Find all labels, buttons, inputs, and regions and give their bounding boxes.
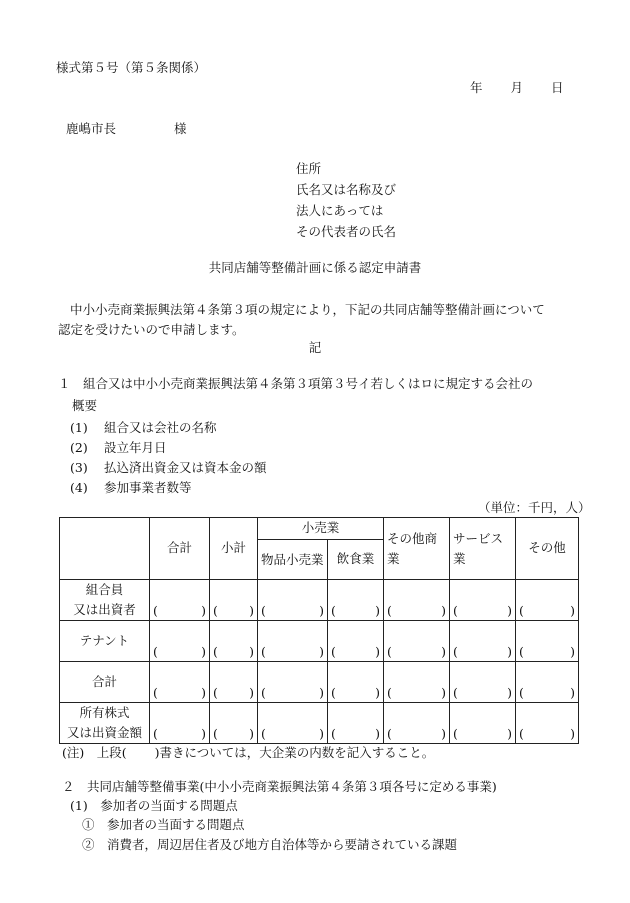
table-cell[interactable] — [210, 621, 258, 662]
table-cell[interactable] — [450, 662, 516, 703]
table-cell[interactable] — [384, 621, 450, 662]
paren-pair — [387, 725, 447, 741]
paren-open: ( — [519, 684, 524, 700]
paren-pair — [331, 643, 381, 659]
table-unit: （単位：千円，人） — [478, 500, 591, 515]
header-corner — [60, 518, 150, 580]
paren-open: ( — [261, 725, 266, 741]
date-line — [470, 82, 564, 95]
paren-close: ) — [201, 643, 206, 659]
paren-close: ) — [375, 602, 381, 618]
header-goods-retail: 物品小売業 — [258, 540, 328, 580]
table-cell[interactable] — [328, 703, 384, 744]
paren-pair — [387, 684, 447, 700]
paren-close: ) — [507, 684, 513, 700]
paren-open: ( — [331, 643, 336, 659]
table-cell[interactable] — [258, 621, 328, 662]
paren-close: ) — [319, 602, 324, 618]
paren-pair — [331, 725, 381, 741]
paren-close: ) — [249, 643, 254, 659]
applicant-corp-label: 法人にあっては — [296, 203, 384, 218]
document-title: 共同店舗等整備計画に係る認定申請書 — [208, 260, 422, 275]
table-cell[interactable] — [516, 621, 579, 662]
paren-close: ) — [375, 684, 381, 700]
paren-pair — [213, 684, 254, 700]
paren-close: ) — [249, 725, 254, 741]
paren-pair — [261, 725, 324, 741]
paren-open: ( — [453, 684, 458, 700]
paren-close: ) — [375, 643, 381, 659]
table-cell[interactable] — [210, 662, 258, 703]
paren-open: ( — [261, 602, 266, 618]
paren-open: ( — [519, 602, 524, 618]
paren-open: ( — [387, 602, 392, 618]
paren-open: ( — [453, 643, 458, 659]
paren-close: ) — [570, 725, 576, 741]
date-year: 年 — [470, 80, 483, 95]
table-row — [60, 662, 579, 703]
paren-pair — [213, 725, 254, 741]
paren-open: ( — [331, 602, 336, 618]
paren-open: ( — [213, 643, 218, 659]
header-food: 飲食業 — [328, 540, 384, 580]
paren-open: ( — [387, 643, 392, 659]
paren-close: ) — [319, 725, 324, 741]
row-label-line1: 合計 — [91, 674, 117, 689]
header-other: その他 — [516, 518, 579, 580]
paren-open: ( — [153, 643, 158, 659]
applicant-rep-label: その代表者の氏名 — [296, 224, 397, 239]
header-other-commerce: その他商業 — [384, 518, 450, 580]
paren-pair — [153, 684, 206, 700]
paren-pair — [453, 725, 513, 741]
row-label — [60, 580, 150, 621]
paren-open: ( — [213, 602, 218, 618]
table-cell[interactable] — [384, 662, 450, 703]
section1-item: (3) 払込済出資金又は資本金の額 — [70, 460, 267, 475]
paren-close: ) — [249, 602, 254, 618]
paren-pair — [331, 684, 381, 700]
paren-pair — [519, 643, 576, 659]
addressee-honorific: 様 — [174, 121, 187, 136]
paren-close: ) — [507, 643, 513, 659]
table-cell[interactable] — [150, 580, 210, 621]
section1-heading: １ 組合又は中小小売商業振興法第４条第３項第３号イ若しくはロに規定する会社の — [58, 376, 534, 391]
paren-open: ( — [213, 684, 218, 700]
paren-pair — [453, 684, 513, 700]
applicant-name-label: 氏名又は名称及び — [296, 182, 397, 197]
paren-close: ) — [375, 725, 381, 741]
table-cell[interactable] — [328, 662, 384, 703]
paren-open: ( — [519, 725, 524, 741]
date-month: 月 — [510, 80, 524, 95]
paren-pair — [261, 643, 324, 659]
paren-pair — [153, 725, 206, 741]
paren-close: ) — [441, 725, 447, 741]
paren-close: ) — [570, 643, 576, 659]
paren-pair — [153, 643, 206, 659]
date-day: 日 — [551, 80, 564, 95]
row-label — [60, 662, 150, 703]
paren-close: ) — [201, 725, 206, 741]
table-cell[interactable] — [210, 580, 258, 621]
section1-item: (4) 参加事業者数等 — [70, 480, 192, 495]
table-cell[interactable] — [150, 621, 210, 662]
paren-open: ( — [453, 602, 458, 618]
header-subtotal: 小計 — [210, 518, 258, 580]
paren-pair — [519, 602, 576, 618]
paren-pair — [519, 684, 576, 700]
intro-line-2: 認定を受けたいので申請します。 — [58, 322, 245, 337]
table-cell[interactable] — [450, 621, 516, 662]
paren-open: ( — [261, 643, 266, 659]
ki-mark: 記 — [308, 340, 322, 355]
paren-open: ( — [387, 725, 392, 741]
header-service: サービス業 — [450, 518, 516, 580]
paren-pair — [519, 725, 576, 741]
row-label-line1: テナント — [79, 633, 130, 648]
paren-close: ) — [319, 643, 324, 659]
table-cell[interactable] — [258, 703, 328, 744]
paren-open: ( — [387, 684, 392, 700]
paren-pair — [261, 602, 324, 618]
paren-close: ) — [507, 725, 513, 741]
table-note: (注) 上段( )書きについては，大企業の内数を記入すること。 — [62, 745, 435, 760]
row-label-line2: 又は出資者 — [73, 602, 136, 617]
paren-close: ) — [570, 684, 576, 700]
row-label — [60, 703, 150, 744]
table-cell[interactable] — [150, 662, 210, 703]
section2-heading: ２ 共同店舗等整備事業(中小小売商業振興法第４条第３項各号に定める事業) — [62, 779, 497, 794]
row-label — [60, 621, 150, 662]
table-cell[interactable] — [328, 580, 384, 621]
table-row — [60, 580, 579, 621]
addressee-name: 鹿嶋市長 — [66, 121, 117, 136]
table-cell[interactable] — [258, 662, 328, 703]
table-cell[interactable] — [384, 703, 450, 744]
paren-pair — [387, 643, 447, 659]
paren-open: ( — [331, 684, 336, 700]
section1-item: (1) 組合又は会社の名称 — [70, 420, 217, 435]
section2-sub1a: ① 参加者の当面する問題点 — [82, 817, 245, 832]
paren-pair — [213, 602, 254, 618]
row-label-line1: 所有株式 — [79, 705, 130, 720]
row-label-line1: 組合員 — [85, 582, 124, 597]
paren-pair — [261, 684, 324, 700]
table-cell[interactable] — [516, 703, 579, 744]
paren-pair — [331, 602, 381, 618]
paren-open: ( — [261, 684, 266, 700]
row-label-line2: 又は出資金額 — [66, 725, 142, 740]
paren-close: ) — [570, 602, 576, 618]
paren-pair — [387, 602, 447, 618]
paren-open: ( — [153, 684, 158, 700]
table-row — [60, 621, 579, 662]
paren-open: ( — [153, 725, 158, 741]
table-cell[interactable] — [516, 662, 579, 703]
paren-close: ) — [441, 643, 447, 659]
applicant-address-label: 住所 — [296, 161, 322, 176]
table-cell[interactable] — [450, 580, 516, 621]
paren-pair — [453, 643, 513, 659]
intro-paragraph — [58, 300, 578, 340]
paren-open: ( — [453, 725, 458, 741]
section1-item: (2) 設立年月日 — [70, 440, 167, 455]
section1-heading-cont: 概要 — [72, 398, 98, 413]
paren-close: ) — [507, 602, 513, 618]
paren-open: ( — [519, 643, 524, 659]
paren-close: ) — [319, 684, 324, 700]
section2-sub1: (1) 参加者の当面する問題点 — [70, 798, 238, 813]
participants-table — [59, 517, 579, 744]
paren-close: ) — [201, 602, 206, 618]
table-row — [60, 703, 579, 744]
paren-pair — [453, 602, 513, 618]
paren-open: ( — [153, 602, 158, 618]
section2-sub1b: ② 消費者，周辺居住者及び地方自治体等から要請されている課題 — [82, 837, 458, 852]
paren-open: ( — [213, 725, 218, 741]
addressee — [66, 123, 187, 136]
paren-open: ( — [331, 725, 336, 741]
table-cell[interactable] — [384, 580, 450, 621]
paren-close: ) — [441, 684, 447, 700]
paren-close: ) — [201, 684, 206, 700]
intro-line-1: 中小小売商業振興法第４条第３項の規定により，下記の共同店舗等整備計画について — [70, 302, 545, 317]
paren-pair — [153, 602, 206, 618]
table-cell[interactable] — [450, 703, 516, 744]
paren-pair — [213, 643, 254, 659]
table-cell[interactable] — [210, 703, 258, 744]
paren-close: ) — [249, 684, 254, 700]
header-total: 合計 — [150, 518, 210, 580]
header-retail: 小売業 — [258, 518, 384, 540]
table-cell[interactable] — [258, 580, 328, 621]
table-cell[interactable] — [328, 621, 384, 662]
form-number: 様式第５号（第５条関係） — [56, 60, 207, 75]
table-cell[interactable] — [516, 580, 579, 621]
paren-close: ) — [441, 602, 447, 618]
table-cell[interactable] — [150, 703, 210, 744]
